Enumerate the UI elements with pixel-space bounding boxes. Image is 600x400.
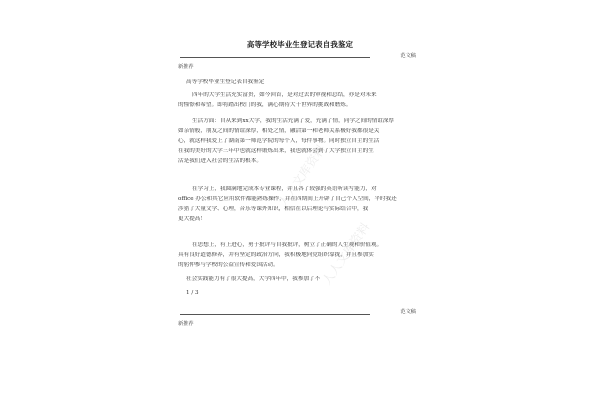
body-line: 如亲情般，朋友之间的情谊深厚，相处之情，融洽第一和老师关系极好我都很是关 [178,128,380,134]
footer-right-text: 范文稿 [400,309,416,315]
body-line: 生活方面：自从来到xx大学，我的生活充满了爱，充满了情，同学之间的情谊深厚 [192,118,395,124]
watermark: 人人文库资料 [319,220,373,288]
body-line: 涉猎了大量文学、心理，音乐等课外知识，相信在以后理论与实际结合中，我 [178,206,369,212]
page-number: 1 / 3 [186,290,199,296]
body-line: 在学习上，我圆满地完成本专业课程，并且各了较强的英语听读写能力，对 [192,186,377,192]
body-line: 在思想上，有上进心，勇于批评与自我批评，树立了正确的人生观和价值观。 [192,242,383,248]
body-line: 具有良好道德修养，并有坚定的政治方向，我积极地向党组织靠拢，并且参加实 [178,252,374,258]
body-line: office 办公和其它应用软件都能熟练操作，并在四期间上开辟了自己个人空间，平时我还 [178,196,397,202]
document-title: 高等学校毕业生登记表自我鉴定 [246,40,354,49]
footer-left-text: 新推荐 [178,321,194,327]
header-rule [180,57,370,58]
body-line: 活是我们进入社会的生活的根本。 [178,158,262,164]
header-left-text: 新推荐 [178,64,194,70]
body-line: 的躬仲参与学校的公益宣传和爱国活动。 [178,262,279,268]
header-right-text: 范文稿 [400,53,416,59]
body-line: 社会实践能力有了很大提高，大学四年中，我参加了不 [186,276,321,282]
document-subtitle: 高等学校毕业生登记表自我鉴定 [186,79,265,85]
body-line: 更大提高！ [178,216,206,222]
body-line: 的憧憬和希望。即将踏出校门的我，满心期待大千世界的挑战和磨炼。 [178,102,352,108]
body-line: 在我的美好的大学三年中也就这样锻炼出来，我也就体会到了大学独立自主的生 [178,148,374,154]
watermark: 人人文库资料 [275,142,329,210]
body-line: 四年的大学生活充实富贵，如今回首，是对过去的审视和总结，亦是对未来 [192,92,377,98]
footer-rule [180,314,370,315]
document-page [178,30,422,376]
body-line: 心，就这样我爱上了湖南第一师范学院的每个人，每件事物。同时独立自主的生活 [178,138,380,144]
